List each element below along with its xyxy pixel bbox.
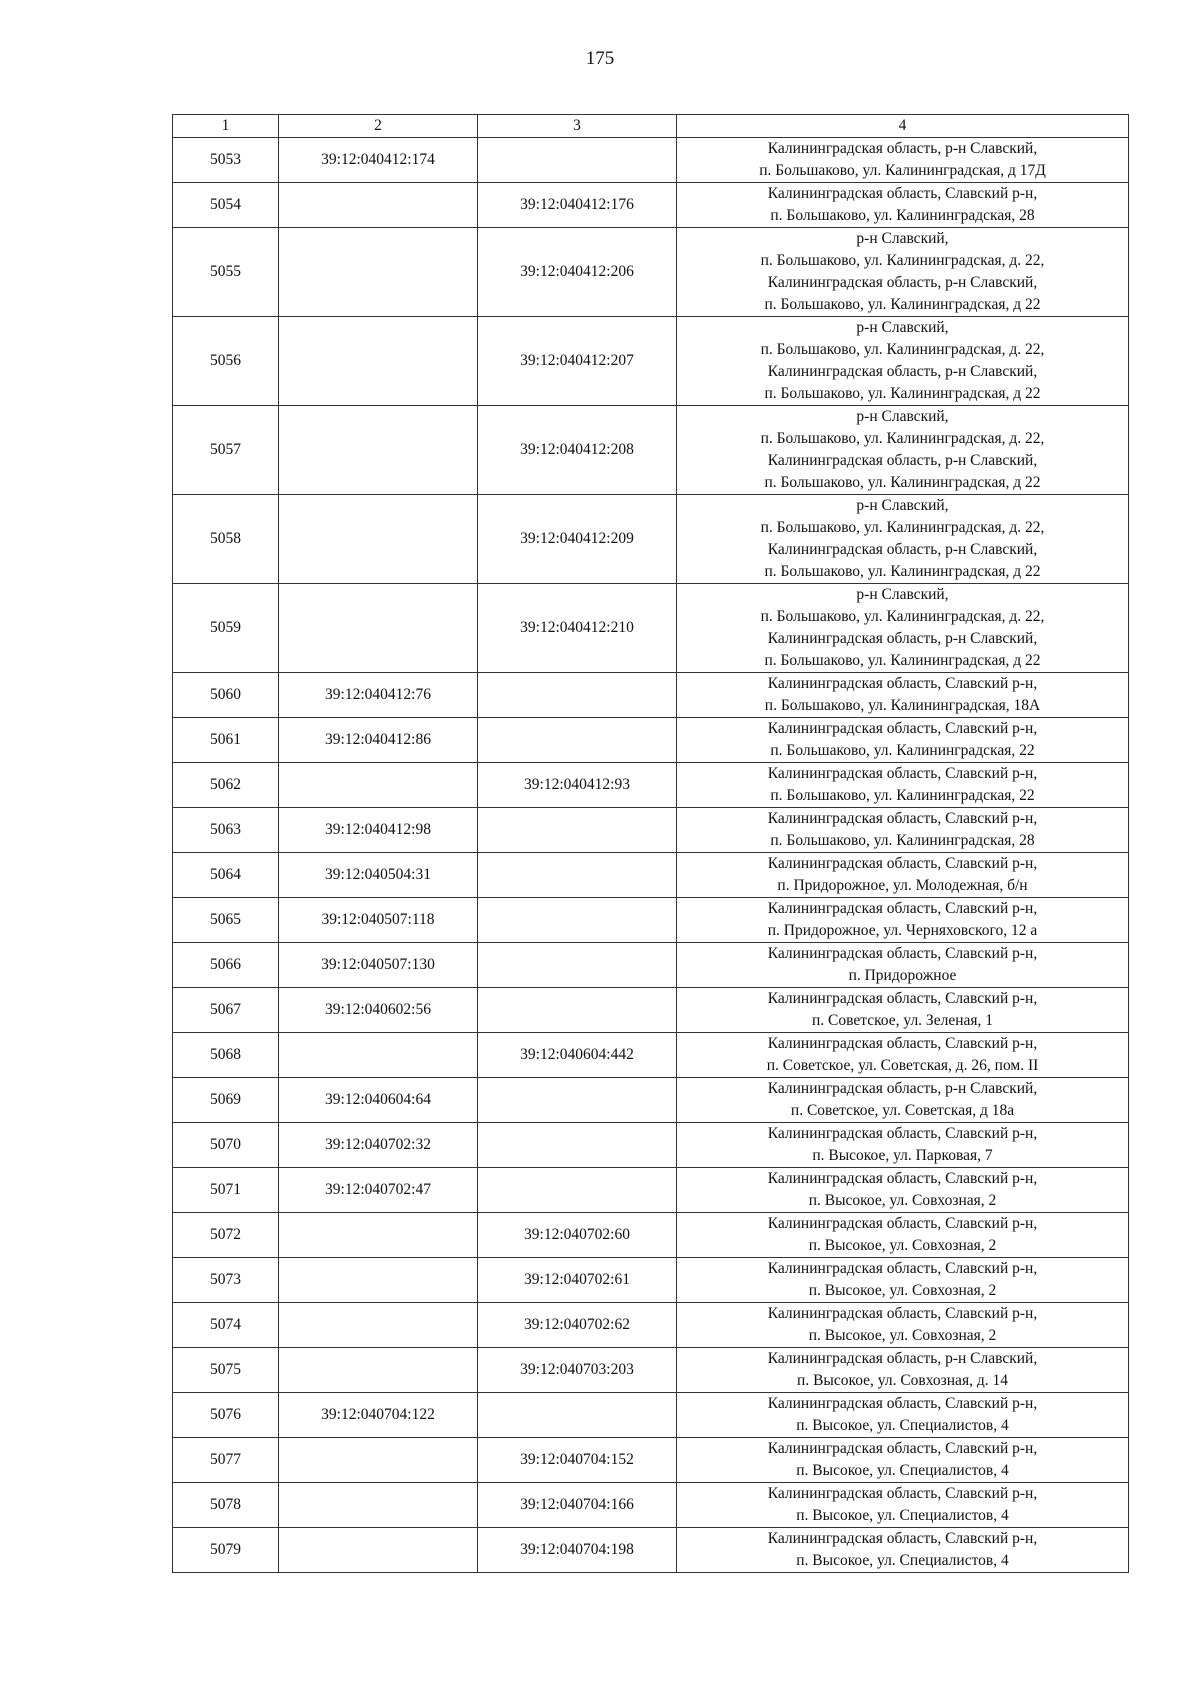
cadastral-number-col2: 39:12:040507:118 bbox=[279, 898, 478, 943]
table-row bbox=[173, 853, 1129, 898]
address-cell: Калининградская область, Славский р-н, п. Высокое, ул. Специалистов, 4 bbox=[677, 1393, 1129, 1438]
table-row bbox=[173, 1033, 1129, 1078]
cadastral-number-col2: 39:12:040604:64 bbox=[279, 1078, 478, 1123]
page-number: 175 bbox=[585, 48, 615, 69]
table-row bbox=[173, 1258, 1129, 1303]
cadastral-number-col2 bbox=[279, 1438, 478, 1483]
row-number: 5053 bbox=[173, 138, 279, 183]
cadastral-number-col2 bbox=[279, 584, 478, 673]
cadastral-number-col3: 39:12:040412:209 bbox=[478, 495, 677, 584]
cadastral-number-col3: 39:12:040702:61 bbox=[478, 1258, 677, 1303]
table-row bbox=[173, 406, 1129, 495]
table-row bbox=[173, 1168, 1129, 1213]
cadastral-number-col3: 39:12:040704:152 bbox=[478, 1438, 677, 1483]
table-row bbox=[173, 763, 1129, 808]
address-cell: Калининградская область, Славский р-н, п. Высокое, ул. Специалистов, 4 bbox=[677, 1438, 1129, 1483]
address-cell: р-н Славский, п. Большаково, ул. Калининградская, д. 22, Калининградская область, р-н Славский, п. Большаково, ул. Калининградская, д 22 bbox=[677, 317, 1129, 406]
row-number: 5058 bbox=[173, 495, 279, 584]
row-number: 5059 bbox=[173, 584, 279, 673]
address-cell: Калининградская область, Славский р-н, п. Высокое, ул. Совхозная, 2 bbox=[677, 1303, 1129, 1348]
cadastral-number-col2 bbox=[279, 317, 478, 406]
cadastral-number-col2 bbox=[279, 1528, 478, 1573]
address-cell: Калининградская область, р-н Славский, п. Большаково, ул. Калининградская, д 17Д bbox=[677, 138, 1129, 183]
address-cell: Калининградская область, Славский р-н, п. Придорожное, ул. Молодежная, б/н bbox=[677, 853, 1129, 898]
cadastral-number-col2 bbox=[279, 495, 478, 584]
row-number: 5077 bbox=[173, 1438, 279, 1483]
row-number: 5075 bbox=[173, 1348, 279, 1393]
cadastral-number-col2 bbox=[279, 228, 478, 317]
cadastral-number-col3: 39:12:040412:210 bbox=[478, 584, 677, 673]
cadastral-number-col3: 39:12:040704:166 bbox=[478, 1483, 677, 1528]
table-row bbox=[173, 988, 1129, 1033]
row-number: 5079 bbox=[173, 1528, 279, 1573]
row-number: 5067 bbox=[173, 988, 279, 1033]
cadastral-number-col2: 39:12:040702:47 bbox=[279, 1168, 478, 1213]
table-row bbox=[173, 898, 1129, 943]
table-row bbox=[173, 183, 1129, 228]
address-cell: Калининградская область, р-н Славский, п. Высокое, ул. Совхозная, д. 14 bbox=[677, 1348, 1129, 1393]
cadastral-number-col2: 39:12:040704:122 bbox=[279, 1393, 478, 1438]
address-cell: Калининградская область, Славский р-н, п. Большаково, ул. Калининградская, 28 bbox=[677, 183, 1129, 228]
column-header-3: 3 bbox=[478, 115, 677, 138]
table-row bbox=[173, 138, 1129, 183]
address-cell: р-н Славский, п. Большаково, ул. Калининградская, д. 22, Калининградская область, р-н Славский, п. Большаково, ул. Калининградская, д 22 bbox=[677, 406, 1129, 495]
cadastral-number-col3 bbox=[478, 898, 677, 943]
table-row bbox=[173, 1303, 1129, 1348]
cadastral-number-col2 bbox=[279, 1303, 478, 1348]
cadastral-number-col2 bbox=[279, 1033, 478, 1078]
cadastral-number-col3 bbox=[478, 988, 677, 1033]
table-row bbox=[173, 584, 1129, 673]
row-number: 5070 bbox=[173, 1123, 279, 1168]
row-number: 5076 bbox=[173, 1393, 279, 1438]
table-row bbox=[173, 718, 1129, 763]
column-header-2: 2 bbox=[279, 115, 478, 138]
row-number: 5061 bbox=[173, 718, 279, 763]
cadastral-number-col3 bbox=[478, 943, 677, 988]
address-cell: Калининградская область, Славский р-н, п. Высокое, ул. Совхозная, 2 bbox=[677, 1258, 1129, 1303]
cadastral-number-col2 bbox=[279, 406, 478, 495]
address-cell: Калининградская область, Славский р-н, п. Высокое, ул. Специалистов, 4 bbox=[677, 1528, 1129, 1573]
address-cell: Калининградская область, Славский р-н, п. Высокое, ул. Парковая, 7 bbox=[677, 1123, 1129, 1168]
table-row bbox=[173, 808, 1129, 853]
cadastral-number-col3 bbox=[478, 673, 677, 718]
address-cell: Калининградская область, Славский р-н, п. Большаково, ул. Калининградская, 22 bbox=[677, 763, 1129, 808]
address-cell: р-н Славский, п. Большаково, ул. Калининградская, д. 22, Калининградская область, р-н Славский, п. Большаково, ул. Калининградская, д 22 bbox=[677, 495, 1129, 584]
address-cell: Калининградская область, Славский р-н, п. Придорожное bbox=[677, 943, 1129, 988]
table-row bbox=[173, 673, 1129, 718]
row-number: 5078 bbox=[173, 1483, 279, 1528]
cadastral-number-col2: 39:12:040702:32 bbox=[279, 1123, 478, 1168]
row-number: 5069 bbox=[173, 1078, 279, 1123]
table-body bbox=[173, 138, 1129, 1573]
row-number: 5072 bbox=[173, 1213, 279, 1258]
cadastral-number-col3 bbox=[478, 1393, 677, 1438]
table-row bbox=[173, 1438, 1129, 1483]
cadastral-number-col2 bbox=[279, 1348, 478, 1393]
cadastral-number-col2 bbox=[279, 1213, 478, 1258]
address-cell: Калининградская область, Славский р-н, п. Высокое, ул. Совхозная, 2 bbox=[677, 1213, 1129, 1258]
cadastral-number-col2: 39:12:040602:56 bbox=[279, 988, 478, 1033]
cadastral-number-col2 bbox=[279, 183, 478, 228]
cadastral-number-col2 bbox=[279, 763, 478, 808]
cadastral-number-col2: 39:12:040507:130 bbox=[279, 943, 478, 988]
row-number: 5068 bbox=[173, 1033, 279, 1078]
table-row bbox=[173, 1528, 1129, 1573]
cadastral-number-col2: 39:12:040412:76 bbox=[279, 673, 478, 718]
table-row bbox=[173, 1123, 1129, 1168]
row-number: 5062 bbox=[173, 763, 279, 808]
cadastral-number-col3: 39:12:040704:198 bbox=[478, 1528, 677, 1573]
address-cell: Калининградская область, Славский р-н, п. Высокое, ул. Специалистов, 4 bbox=[677, 1483, 1129, 1528]
row-number: 5074 bbox=[173, 1303, 279, 1348]
row-number: 5063 bbox=[173, 808, 279, 853]
table-row bbox=[173, 228, 1129, 317]
cadastral-number-col2: 39:12:040412:98 bbox=[279, 808, 478, 853]
row-number: 5055 bbox=[173, 228, 279, 317]
address-cell: Калининградская область, Славский р-н, п. Большаково, ул. Калининградская, 22 bbox=[677, 718, 1129, 763]
cadastral-number-col3 bbox=[478, 1078, 677, 1123]
cadastral-number-col2 bbox=[279, 1258, 478, 1303]
table-row bbox=[173, 317, 1129, 406]
cadastral-number-col3: 39:12:040702:60 bbox=[478, 1213, 677, 1258]
row-number: 5066 bbox=[173, 943, 279, 988]
address-cell: р-н Славский, п. Большаково, ул. Калининградская, д. 22, Калининградская область, р-н Славский, п. Большаково, ул. Калининградская, д 22 bbox=[677, 228, 1129, 317]
cadastral-number-col3: 39:12:040702:62 bbox=[478, 1303, 677, 1348]
row-number: 5073 bbox=[173, 1258, 279, 1303]
cadastral-number-col2: 39:12:040412:86 bbox=[279, 718, 478, 763]
cadastral-number-col3 bbox=[478, 1168, 677, 1213]
cadastral-number-col3: 39:12:040412:93 bbox=[478, 763, 677, 808]
registry-table bbox=[172, 114, 1129, 1573]
table-row bbox=[173, 1213, 1129, 1258]
address-cell: Калининградская область, Славский р-н, п. Высокое, ул. Совхозная, 2 bbox=[677, 1168, 1129, 1213]
address-cell: Калининградская область, р-н Славский, п. Советское, ул. Советская, д 18а bbox=[677, 1078, 1129, 1123]
address-cell: Калининградская область, Славский р-н, п. Большаково, ул. Калининградская, 28 bbox=[677, 808, 1129, 853]
address-cell: Калининградская область, Славский р-н, п. Советское, ул. Советская, д. 26, пом. II bbox=[677, 1033, 1129, 1078]
table-row bbox=[173, 943, 1129, 988]
cadastral-number-col2: 39:12:040412:174 bbox=[279, 138, 478, 183]
address-cell: Калининградская область, Славский р-н, п. Советское, ул. Зеленая, 1 bbox=[677, 988, 1129, 1033]
column-header-1: 1 bbox=[173, 115, 279, 138]
cadastral-number-col3: 39:12:040604:442 bbox=[478, 1033, 677, 1078]
row-number: 5071 bbox=[173, 1168, 279, 1213]
table-row bbox=[173, 495, 1129, 584]
cadastral-number-col3 bbox=[478, 718, 677, 763]
cadastral-number-col3: 39:12:040412:206 bbox=[478, 228, 677, 317]
cadastral-number-col3 bbox=[478, 1123, 677, 1168]
cadastral-number-col3 bbox=[478, 808, 677, 853]
cadastral-number-col3: 39:12:040703:203 bbox=[478, 1348, 677, 1393]
table-row bbox=[173, 1393, 1129, 1438]
cadastral-number-col2 bbox=[279, 1483, 478, 1528]
address-cell: Калининградская область, Славский р-н, п. Придорожное, ул. Черняховского, 12 а bbox=[677, 898, 1129, 943]
cadastral-number-col3: 39:12:040412:176 bbox=[478, 183, 677, 228]
row-number: 5057 bbox=[173, 406, 279, 495]
address-cell: Калининградская область, Славский р-н, п. Большаково, ул. Калининградская, 18А bbox=[677, 673, 1129, 718]
table-row bbox=[173, 1348, 1129, 1393]
table-header-row bbox=[173, 115, 1129, 138]
cadastral-number-col2: 39:12:040504:31 bbox=[279, 853, 478, 898]
row-number: 5064 bbox=[173, 853, 279, 898]
row-number: 5065 bbox=[173, 898, 279, 943]
cadastral-number-col3: 39:12:040412:207 bbox=[478, 317, 677, 406]
cadastral-number-col3 bbox=[478, 853, 677, 898]
table-row bbox=[173, 1483, 1129, 1528]
row-number: 5054 bbox=[173, 183, 279, 228]
address-cell: р-н Славский, п. Большаково, ул. Калининградская, д. 22, Калининградская область, р-н Славский, п. Большаково, ул. Калининградская, д 22 bbox=[677, 584, 1129, 673]
cadastral-number-col3 bbox=[478, 138, 677, 183]
cadastral-number-col3: 39:12:040412:208 bbox=[478, 406, 677, 495]
row-number: 5056 bbox=[173, 317, 279, 406]
table-row bbox=[173, 1078, 1129, 1123]
row-number: 5060 bbox=[173, 673, 279, 718]
column-header-4: 4 bbox=[677, 115, 1129, 138]
